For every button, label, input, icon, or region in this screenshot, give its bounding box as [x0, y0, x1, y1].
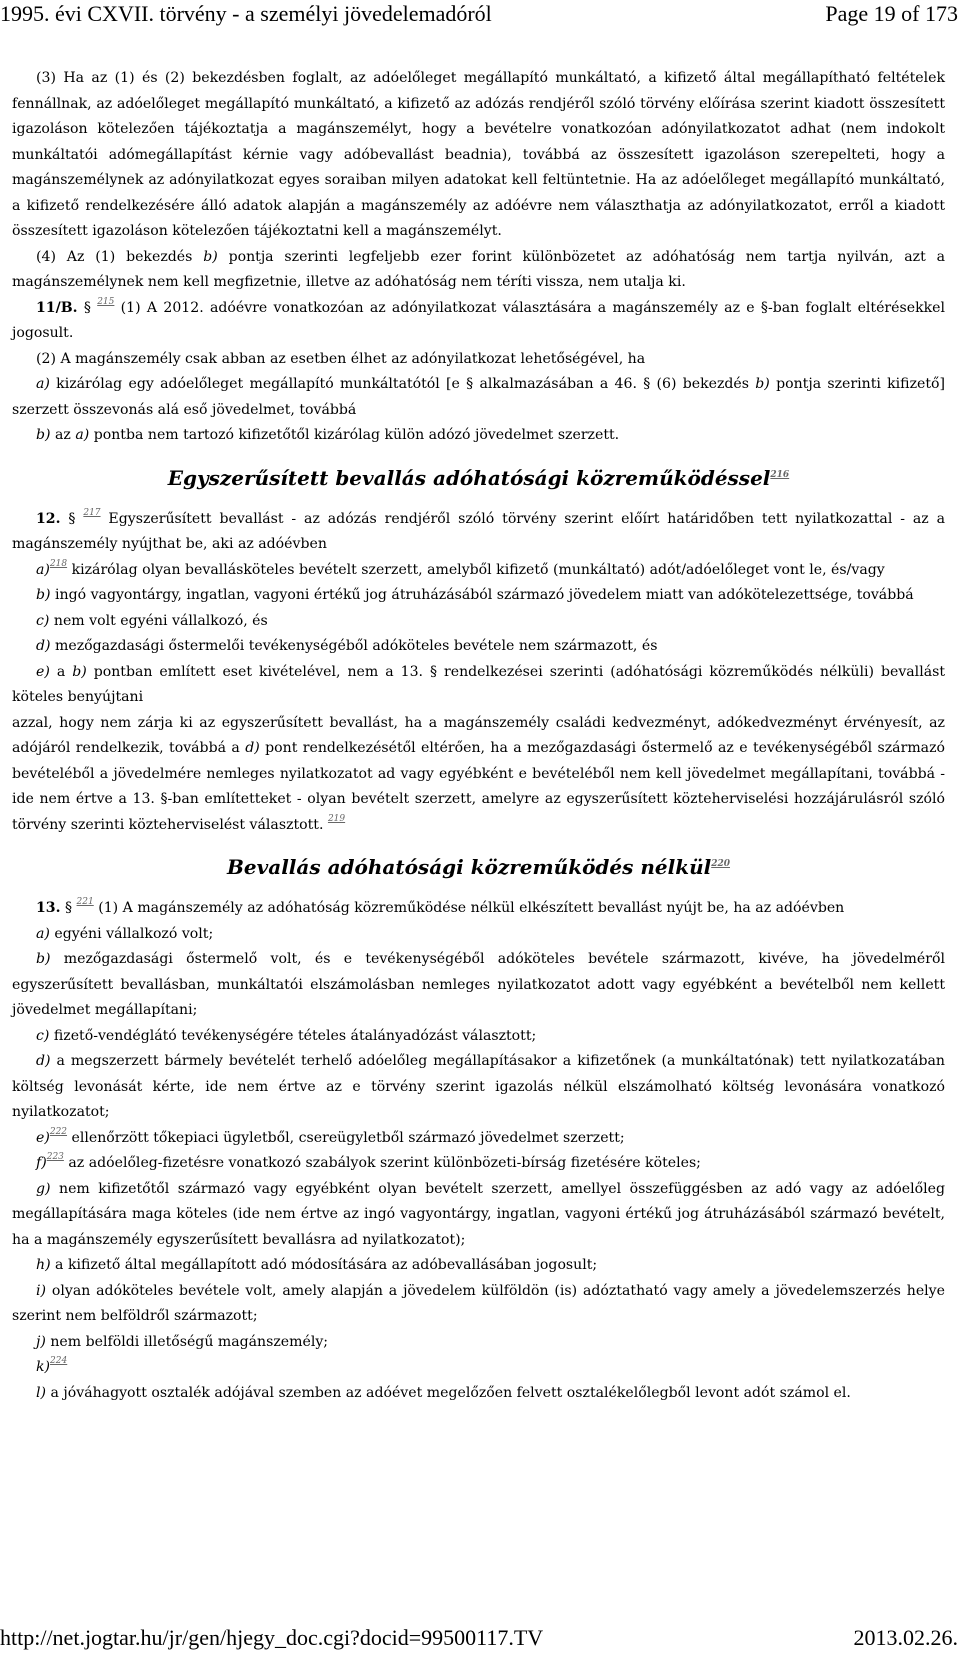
list-item: c) fizető-vendéglátó tevékenységére tételes átalányadózást választott; — [36, 1027, 537, 1044]
list-item: k)$^{224}$ — [36, 1356, 68, 1375]
footnote-link[interactable]: 222 — [49, 1126, 68, 1137]
document-body — [12, 66, 945, 1406]
list-item: g) nem kifizetőtől származó vagy egyébként olyan bevételt szerzett, amellyel összefüggésben az adó vagy az adóelőleg megállapítására maga köteles (ide nem értve az ingó vagyontárgy, ingatlan, vagyoni értékű jog átruházásából származó bevételt, ha a magánszemély egyszerűsített bevallásra ad nyilatkozatot); — [12, 1180, 945, 1248]
page-footer — [0, 1624, 960, 1654]
list-item: d) a megszerzett bármely bevételét terhelő adóelőleg megállapításakor a kifizetőnek (a munkáltatónak) tett nyilatkozatában költség levonását kérte, ide nem értve az e törvény szerint igazolás nélkül elszámolható költség levonására vonatkozó nyilatkozatot; — [12, 1053, 945, 1120]
footnote-link[interactable]: 224 — [50, 1356, 68, 1366]
list-item: h) a kifizető által megállapított adó módosítására az adóbevallásában jogosult; — [36, 1257, 598, 1273]
list-item: e)$^{222}$ ellenőrzött tőkepiaci ügyletből, csereügyletből származó jövedelmet szerzett; — [36, 1126, 625, 1146]
footnote-link[interactable]: 216 — [770, 469, 790, 480]
list-item: a)$^{218}$ kizárólag olyan bevallásköteles bevételt szerzett, amelyből kifizető (munkáltató) adót/adóelőleget vont le, és/vagy — [36, 558, 885, 578]
print-date: 2013.02.26. — [853, 1625, 958, 1650]
footnote-link[interactable]: 218 — [49, 558, 68, 569]
footnote-link[interactable]: 223 — [46, 1152, 64, 1162]
page-number: Page 19 of 173 — [825, 1, 958, 26]
page-header — [0, 0, 960, 34]
section-heading: Egyszerűsített bevallás adóhatósági közreműködéssel$^{216}$ — [167, 465, 790, 490]
section-11b: 11/B. § $^{215}$ (1) A 2012. adóévre vonatkozóan az adónyilatkozat választására a magánszemély az e §-ban foglalt eltérésekkel jogosult. — [12, 296, 945, 341]
section-heading: Bevallás adóhatósági közreműködés nélkül$^{220}$ — [226, 855, 730, 879]
footnote-link[interactable]: 215 — [97, 296, 115, 307]
list-item: c) nem volt egyéni vállalkozó, és — [36, 612, 268, 629]
section-13: 13. § $^{221}$ (1) A magánszemély az adóhatóság közreműködése nélkül elkészített bevallást nyújt be, ha az adóévben — [36, 897, 845, 916]
footnote-link[interactable]: 219 — [327, 813, 346, 824]
footnote-link[interactable]: 220 — [711, 859, 730, 869]
section-12: 12. § $^{217}$ Egyszerűsített bevallást - az adózás rendjéről szóló törvény szerint előírt határidőben tett nyilatkozattal - az a magánszemély nyújthat be, aki az adóévben — [12, 507, 945, 552]
list-item: a) kizárólag egy adóelőleget megállapító munkáltatótól [e § alkalmazásában a 46. § (6) bekezdés b) pontja szerinti kifizető] szerzett összevonás alá eső jövedelmet, továbbá — [12, 376, 945, 418]
list-item: d) mezőgazdasági őstermelői tevékenységéből adóköteles bevétele nem származott, és — [36, 638, 658, 654]
footnote-link[interactable]: 217 — [83, 507, 101, 518]
list-item: i) olyan adóköteles bevétele volt, amely alapján a jövedelem külföldön (is) adóztatható vagy amely a jövedelemszerzés helye szerint nem belföldről származott; — [12, 1282, 945, 1324]
list-item: j) nem belföldi illetőségű magánszemély; — [36, 1333, 329, 1350]
paragraph: (2) A magánszemély csak abban az esetben élhet az adónyilatkozat lehetőségével, ha — [36, 350, 646, 367]
list-item: b) mezőgazdasági őstermelő volt, és e tevékenységéből adóköteles bevétele származott, kivéve, ha jövedelméről egyszerűsített bevallásban, munkáltatói elszámolásban nemleges nyilatkozatot adott vagy egyébként a bevételből nem kellett jövedelmet megállapítani; — [12, 951, 945, 1018]
list-item: a) egyéni vállalkozó volt; — [36, 925, 214, 942]
list-item: f)$^{223}$ az adóelőleg-fizetésre vonatkozó szabályok szerint különbözeti-bírság fizetésére köteles; — [36, 1152, 701, 1171]
paragraph: (4) Az (1) bekezdés b) pontja szerinti legfeljebb ezer forint különbözetet az adóhatóság nem tartja nyilván, azt a magánszemélynek nem kell megfizetnie, illetve az adóhatóság nem téríti vissza, nem utalja ki. — [12, 248, 946, 290]
paragraph: azzal, hogy nem zárja ki az egyszerűsített bevallást, ha a magánszemély családi kedvezményt, adókedvezményt érvényesít, az adójáról rendelkezik, továbbá a d) pont rendelkezésétől eltérően, ha a mezőgazdasági őstermelő az e tevékenységéből származó bevételéből a jövedelmére nemleges nyilatkozatot ad vagy egyébként e bevételéből nem kell jövedelmet megállapítani, továbbá - ide nem értve a 13. §-ban említetteket - olyan bevételt szerzett, amelyre az egyszerűsített közteherviselési hozzájárulásról szóló törvény szerinti közteherviselést választott. $^{219}$ — [12, 714, 945, 833]
source-url[interactable]: http://net.jogtar.hu/jr/gen/hjegy_doc.cgi?docid=99500117.TV — [0, 1625, 544, 1650]
list-item: l) a jóváhagyott osztalék adójával szemben az adóévet megelőzően felvett osztalékelőlegből levont adót számol el. — [36, 1384, 851, 1401]
document-title: 1995. évi CXVII. törvény - a személyi jövedelemadóról — [0, 1, 492, 26]
list-item: e) a b) pontban említett eset kivételével, nem a 13. § rendelkezései szerinti (adóhatósági közreműködés nélküli) bevallást köteles benyújtani — [12, 663, 945, 705]
list-item: b) ingó vagyontárgy, ingatlan, vagyoni értékű jog átruházásából származó jövedelem miatt van adókötelezettsége, továbbá — [36, 587, 914, 603]
footnote-link[interactable]: 221 — [76, 897, 94, 907]
list-item: b) az a) pontba nem tartozó kifizetőtől kizárólag külön adózó jövedelmet szerzett. — [36, 427, 620, 443]
paragraph: (3) Ha az (1) és (2) bekezdésben foglalt, az adóelőleget megállapító munkáltató, a kifizető által megállapítható feltételek fennállnak, az adóelőleget megállapító munkáltató, a kifizető az adózás rendjéről szóló törvény előírása szerint kiadott összesített igazoláson kötelezően tájékoztatja a magánszemélyt, hogy a bevételre vonatkozóan adónyilatkozatot adhat (nem indokolt munkáltatói adómegállapítást kérnie vagy adóbevallást beadnia), továbbá az összesített igazoláson szerepelteti, hogy a magánszemélynek az adónyilatkozat egyes soraiban milyen adatokat kell feltüntetnie. Ha az adóelőleget megállapító munkáltató, a kifizető rendelkezésére álló adatok alapján a magánszemély az adóévre nem választhatja az adónyilatkozatot, erről a kiadott összesített igazoláson kötelezően tájékoztatni kell a magánszemélyt. — [12, 70, 945, 239]
